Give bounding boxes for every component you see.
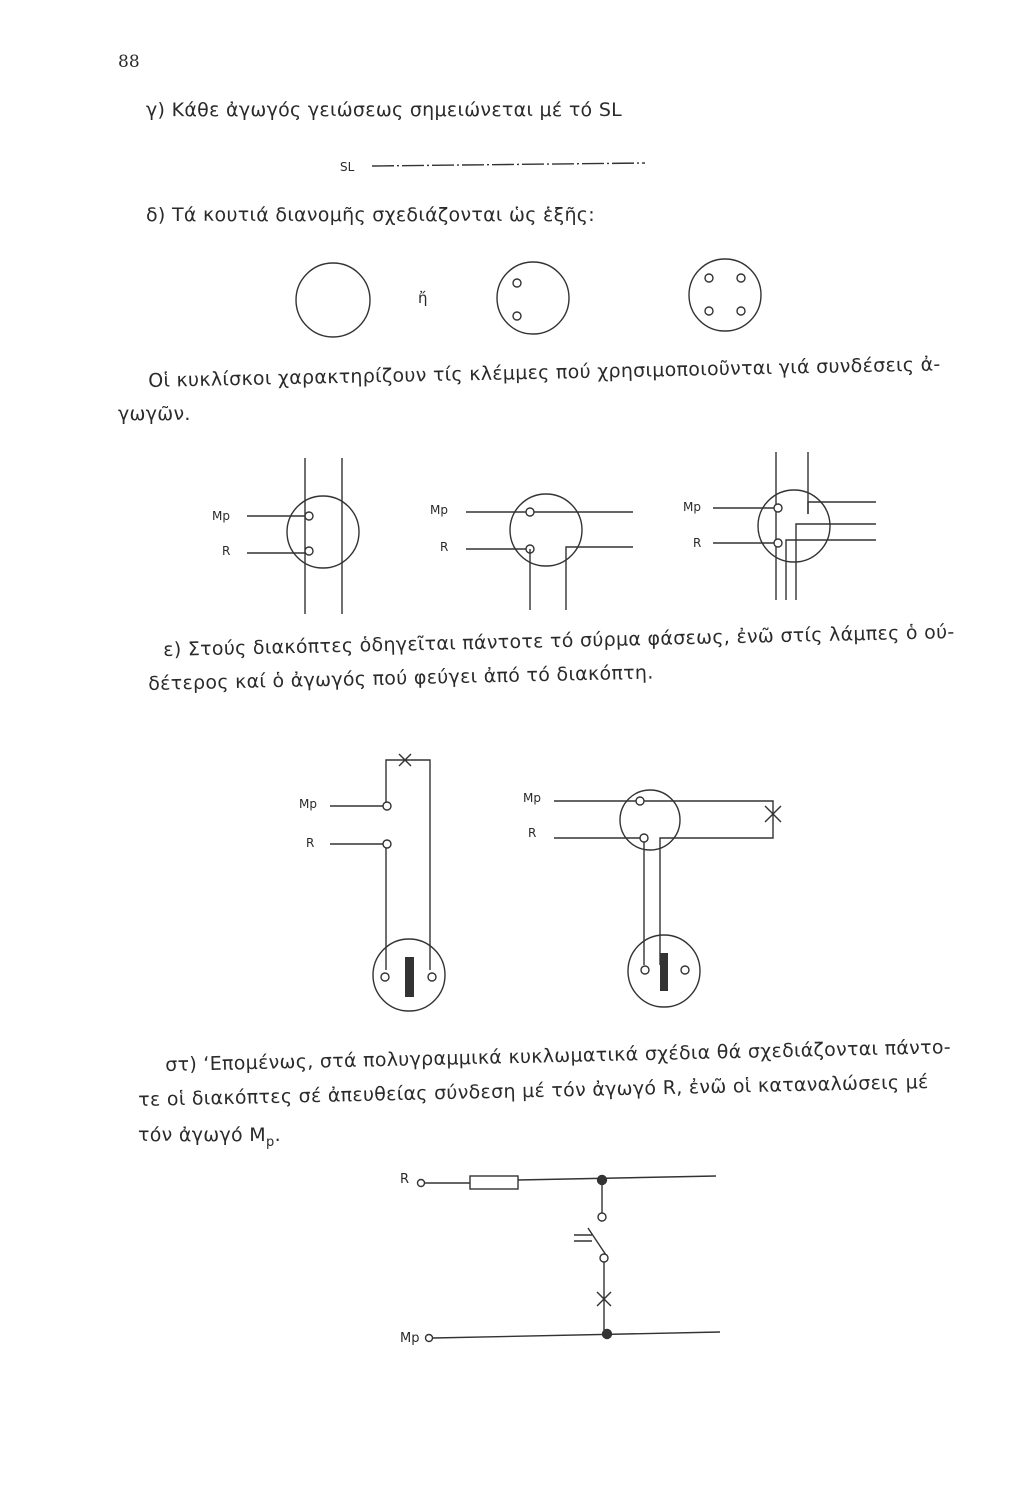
- switch-diagram-2: [554, 790, 781, 1007]
- gamma-text: γ) Κάθε ἀγωγός γειώσεως σημειώνεται μέ τό SL: [146, 99, 623, 121]
- box-diagram-2: [466, 494, 633, 610]
- box1-mp-label: Mp: [212, 509, 230, 523]
- box3-mp-label: Mp: [683, 500, 701, 514]
- st-text-line1: στ) ‘Επομένως, στά πολυγραμμικά κυκλωματικά σχέδια θά σχεδιάζονται πάντο-: [165, 1036, 952, 1076]
- switch2-mp-label: Mp: [523, 791, 541, 805]
- junction-box-two-terminals: [497, 262, 569, 334]
- box3-r-label: R: [693, 536, 702, 550]
- bottom-r-label: R: [400, 1172, 410, 1187]
- epsilon-text-line1: ε) Στούς διακόπτες ὁδηγεῖται πάντοτε τό σύρμα φάσεως, ἐνῶ στίς λάμπες ὁ ού-: [163, 621, 955, 661]
- or-word: ἤ: [418, 289, 428, 307]
- switch2-r-label: R: [528, 826, 537, 840]
- st-text-line3: τόν ἀγωγό $M_p$.: [138, 1124, 281, 1150]
- terminals-text-line2: γωγῶν.: [118, 403, 191, 425]
- switch-diagram-1: [330, 754, 445, 1011]
- junction-box-four-terminals: [689, 259, 761, 331]
- box2-mp-label: Mp: [430, 503, 448, 517]
- box-diagram-1: [247, 458, 359, 614]
- epsilon-text-line2: δέτερος καί ὁ ἀγωγός πού φεύγει ἀπό τό διακόπτη.: [148, 661, 654, 695]
- terminals-text-line1: Οἱ κυκλίσκοι χαρακτηρίζουν τίς κλέμμες πού χρησιμοποιοῦνται γιά συνδέσεις ἀ-: [148, 353, 941, 392]
- bottom-circuit: [418, 1176, 721, 1342]
- sl-conductor-line: [372, 163, 645, 166]
- bottom-mp-label: Mp: [400, 1331, 420, 1346]
- switch1-mp-label: Mp: [299, 797, 317, 811]
- box1-r-label: R: [222, 544, 231, 558]
- junction-box-plain: [296, 263, 370, 337]
- box-diagram-3: [713, 452, 876, 600]
- sl-label: SL: [340, 160, 355, 174]
- st-text-line2: τε οἱ διακόπτες σέ ἀπευθείας σύνδεση μέ τόν ἀγωγό R, ἐνῶ οἱ καταναλώσεις μέ: [138, 1071, 929, 1111]
- delta-text: δ) Τά κουτιά διανομῆς σχεδιάζονται ὡς ἑξῆς:: [146, 204, 595, 226]
- switch1-r-label: R: [306, 836, 315, 850]
- page-number: 88: [118, 52, 140, 72]
- box2-r-label: R: [440, 540, 449, 554]
